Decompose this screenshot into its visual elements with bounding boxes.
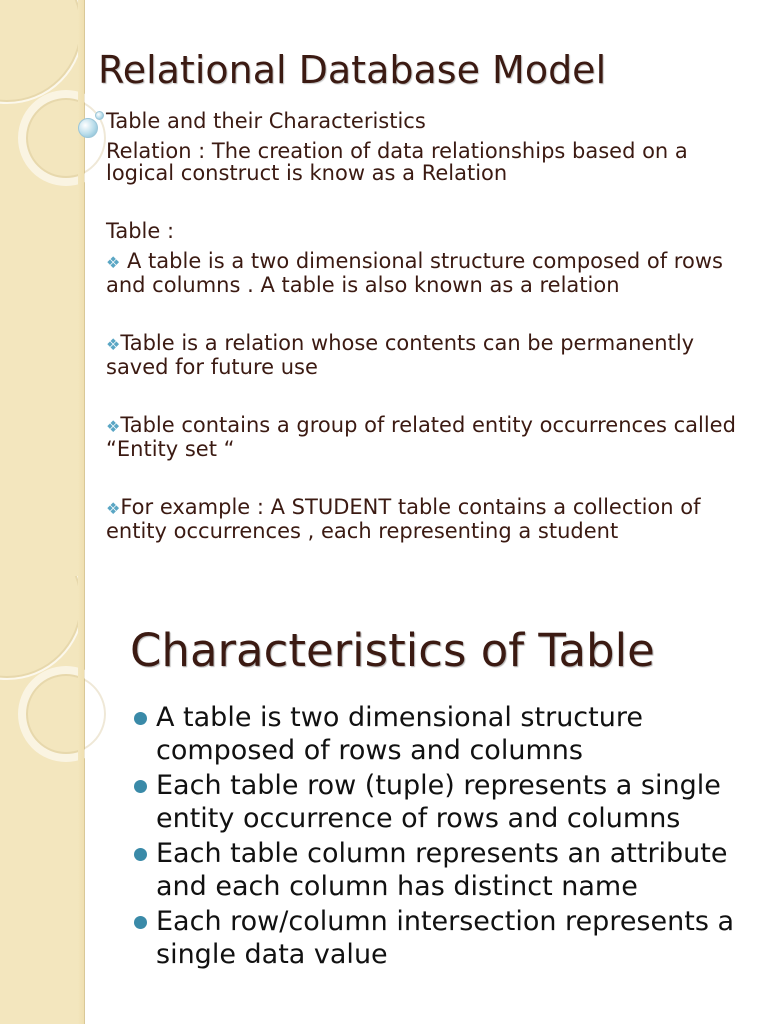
- decorative-ring: [0, 576, 84, 680]
- list-item: [134, 838, 754, 903]
- characteristics-list: [134, 702, 754, 974]
- diamond-bullet-icon: ❖: [106, 499, 121, 518]
- slide-body: [106, 110, 756, 542]
- bullet-dot-icon: [134, 712, 147, 725]
- bullet-dot-icon: [134, 848, 147, 861]
- bullet-text: Each row/column intersection represents a single data value: [156, 906, 735, 970]
- list-item: [134, 906, 754, 971]
- decorative-side-band: [0, 576, 85, 1024]
- slide-title: Relational Database Model: [98, 48, 607, 92]
- bullet-text: Each table row (tuple) represents a single entity occurrence of rows and columns: [156, 770, 721, 834]
- diamond-bullet-icon: ❖: [106, 253, 121, 272]
- slide-title: Characteristics of Table: [130, 624, 655, 677]
- decorative-bead-icon: [78, 118, 98, 138]
- bullet-text: Each table column represents an attribute and each column has distinct name: [156, 838, 728, 902]
- decorative-side-band: [0, 0, 85, 576]
- bullet-text: A table is a two dimensional structure composed of rows and columns . A table is also known as a relation: [106, 249, 723, 297]
- subheading: Table and their Characteristics: [106, 109, 426, 133]
- list-item: [134, 702, 754, 767]
- list-item: [134, 770, 754, 835]
- bullet-item: [106, 332, 756, 378]
- decorative-ring: [18, 666, 114, 762]
- slide-characteristics: [0, 576, 768, 1024]
- bullet-text: Table is a relation whose contents can be permanently saved for future use: [106, 331, 695, 379]
- bullet-dot-icon: [134, 780, 147, 793]
- decorative-bead-icon: [95, 111, 104, 120]
- bullet-item: [106, 414, 756, 460]
- bullet-text: A table is two dimensional structure composed of rows and columns: [156, 702, 643, 766]
- bullet-item: [106, 496, 756, 542]
- diamond-bullet-icon: ❖: [106, 417, 121, 436]
- diamond-bullet-icon: ❖: [106, 335, 121, 354]
- bullet-text: For example : A STUDENT table contains a collection of entity occurrences , each representing a student: [106, 495, 701, 543]
- decorative-ring: [18, 90, 114, 186]
- bullet-text: Table contains a group of related entity occurrences called “Entity set “: [106, 413, 736, 461]
- bullet-dot-icon: [134, 916, 147, 929]
- decorative-ring: [0, 0, 84, 104]
- bullet-item: [106, 250, 756, 296]
- table-label: Table :: [106, 219, 175, 243]
- relation-definition: Relation : The creation of data relationships based on a logical construct is know as a Relation: [106, 139, 688, 185]
